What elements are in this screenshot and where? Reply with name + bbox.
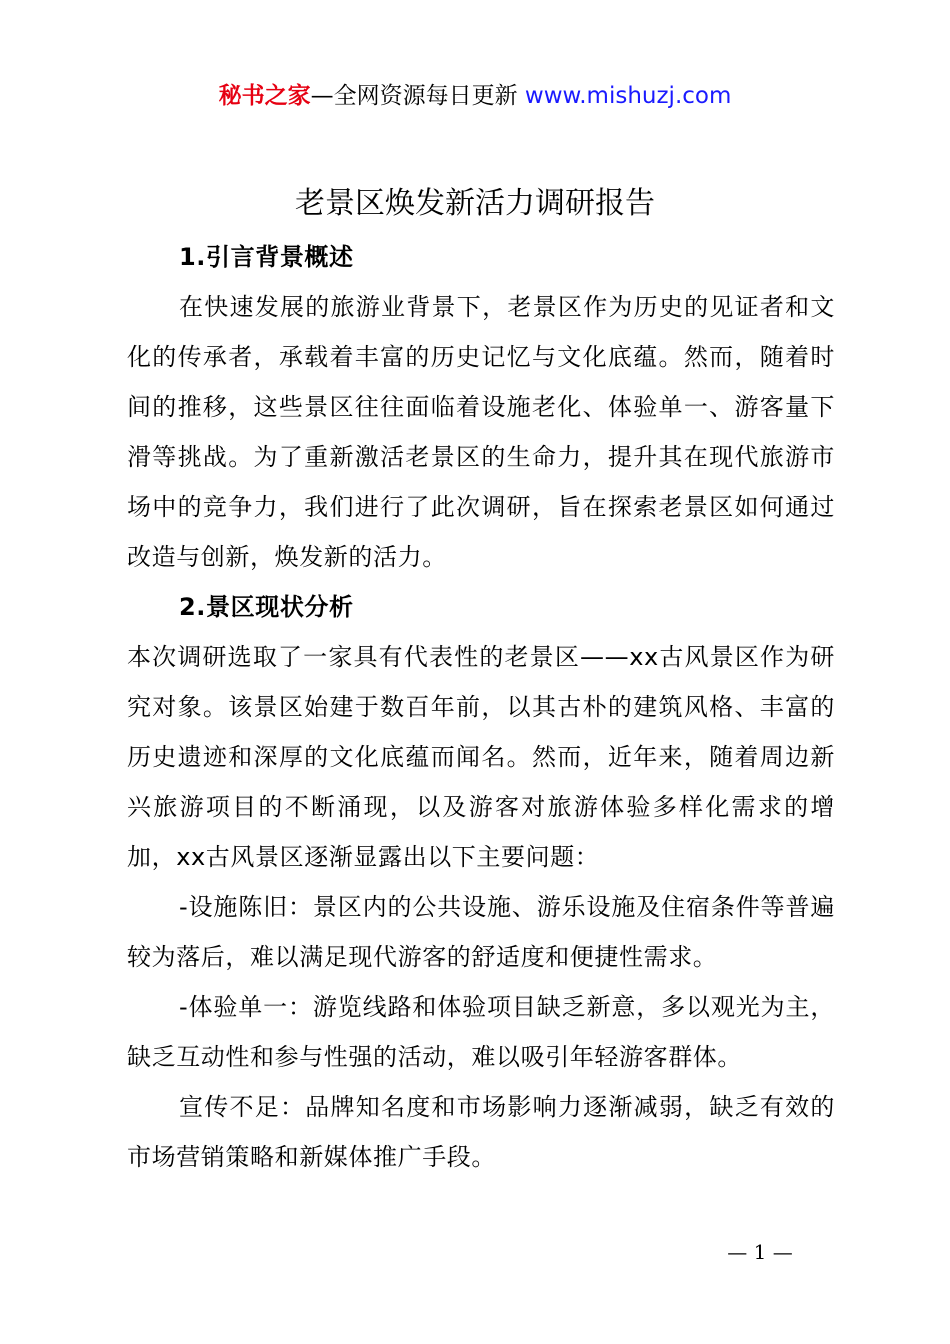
page-number: — 1 —: [727, 1240, 793, 1264]
issue-item-facilities: -设施陈旧：景区内的公共设施、游乐设施及住宿条件等普遍较为落后，难以满足现代游客的舒适度和便捷性需求。: [127, 893, 835, 971]
site-url[interactable]: www.mishuzj.com: [524, 83, 732, 109]
section-heading-1: 1.引言背景概述: [179, 243, 354, 271]
issue-item-promotion: 宣传不足：品牌知名度和市场影响力逐渐减弱，缺乏有效的市场营销策略和新媒体推广手段。: [127, 1093, 835, 1171]
document-body: [127, 232, 835, 1182]
site-header: [0, 80, 950, 112]
header-slogan: —全网资源每日更新: [310, 83, 525, 109]
document-title: 老景区焕发新活力调研报告: [295, 186, 655, 221]
section-1-paragraph: 在快速发展的旅游业背景下，老景区作为历史的见证者和文化的传承者，承载着丰富的历史记忆与文化底蕴。然而，随着时间的推移，这些景区往往面临着设施老化、体验单一、游客量下滑等挑战。为了重新激活老景区的生命力，提升其在现代旅游市场中的竞争力，我们进行了此次调研，旨在探索老景区如何通过改造与创新，焕发新的活力。: [127, 293, 835, 571]
issue-item-experience: -体验单一：游览线路和体验项目缺乏新意，多以观光为主，缺乏互动性和参与性强的活动，难以吸引年轻游客群体。: [127, 993, 835, 1071]
section-2-paragraph: 本次调研选取了一家具有代表性的老景区——xx古风景区作为研究对象。该景区始建于数百年前，以其古朴的建筑风格、丰富的历史遗迹和深厚的文化底蕴而闻名。然而，近年来，随着周边新兴旅游项目的不断涌现，以及游客对旅游体验多样化需求的增加，xx古风景区逐渐显露出以下主要问题：: [127, 643, 835, 871]
section-heading-2: 2.景区现状分析: [179, 593, 354, 621]
brand-name: 秘书之家: [218, 83, 311, 109]
